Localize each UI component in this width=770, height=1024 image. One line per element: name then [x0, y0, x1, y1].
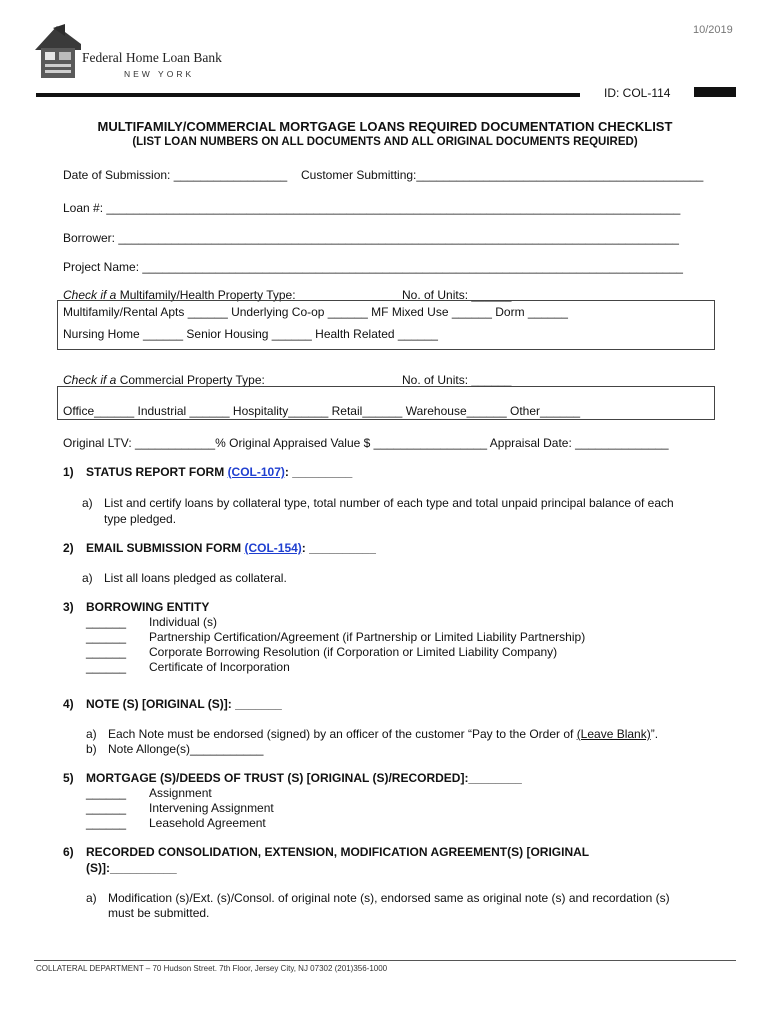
section-6a-label: a)	[86, 891, 97, 905]
section-4a-label: a)	[86, 727, 97, 741]
section-1a-line1: List and certify loans by collateral type, total number of each type and total unpaid principal balance of each	[104, 496, 674, 510]
section-4b-text[interactable]: Note Allonge(s)___________	[108, 742, 264, 756]
logo-name: Federal Home Loan Bank	[82, 50, 222, 65]
ltv-appraisal-line[interactable]: Original LTV: ____________% Original Appraised Value $ _________________ Appraisal Date: ______________	[63, 436, 669, 450]
commercial-label: Commercial Property Type:	[116, 373, 265, 387]
section-4a-body: Each Note must be endorsed (signed) by an officer of the customer “Pay to the Order of	[108, 727, 577, 741]
borrower-field[interactable]: Borrower: ____________________________________________________________________________________	[63, 231, 679, 245]
section-6-title-line2[interactable]: (S)]:__________	[86, 861, 177, 875]
section-3-title: BORROWING ENTITY	[86, 600, 210, 614]
page-title: MULTIFAMILY/COMMERCIAL MORTGAGE LOANS REQUIRED DOCUMENTATION CHECKLIST	[97, 119, 673, 134]
multifamily-types-row1[interactable]: Multifamily/Rental Apts ______ Underlying Co-op ______ MF Mixed Use ______ Dorm ______	[63, 305, 568, 319]
section-2a-line1: List all loans pledged as collateral.	[104, 571, 287, 585]
section-3-blank[interactable]: ______	[86, 630, 127, 644]
section-3-blank[interactable]: ______	[86, 660, 127, 674]
section-3-number: 3)	[63, 600, 74, 614]
section-1-number: 1)	[63, 465, 74, 479]
section-6a-line1: Modification (s)/Ext. (s)/Consol. of original note (s), endorsed same as original note (s) and recordation (s)	[108, 891, 670, 905]
section-6a-line2: must be submitted.	[108, 906, 210, 920]
section-5-item: Leasehold Agreement	[149, 816, 266, 830]
col-154-link[interactable]: (COL-154)	[244, 541, 302, 555]
multifamily-check-prefix: Check if a	[63, 288, 117, 302]
section-4b-label: b)	[86, 742, 97, 756]
commercial-units-field[interactable]: No. of Units: ______	[402, 373, 512, 387]
leave-blank-text: (Leave Blank)	[576, 727, 651, 741]
section-3-blank[interactable]: ______	[86, 615, 127, 629]
footer-rule	[34, 960, 736, 961]
section-1-title: STATUS REPORT FORM	[86, 465, 228, 479]
section-5-blank[interactable]: ______	[86, 816, 127, 830]
col-107-link[interactable]: (COL-107)	[227, 465, 285, 479]
fhlb-logo-icon	[35, 24, 81, 80]
section-3-item: Individual (s)	[149, 615, 218, 629]
section-5-title[interactable]: MORTGAGE (S)/DEEDS OF TRUST (S) [ORIGINAL (S)/RECORDED]:________	[86, 771, 522, 785]
section-3-item: Partnership Certification/Agreement (if Partnership or Limited Liability Partnership)	[149, 630, 586, 644]
section-2-heading	[86, 541, 376, 555]
section-1a-label: a)	[82, 496, 93, 510]
section-4-title[interactable]: NOTE (S) [ORIGINAL (S)]: _______	[86, 697, 282, 711]
commercial-heading	[63, 373, 265, 387]
section-4a-text	[108, 727, 658, 741]
section-2-title: EMAIL SUBMISSION FORM	[86, 541, 245, 555]
section-1-heading	[86, 465, 352, 479]
logo-city: NEW YORK	[124, 69, 195, 79]
date-of-submission-field[interactable]: Date of Submission: _________________	[63, 168, 288, 182]
revision-date: 10/2019	[693, 24, 733, 36]
section-3-item: Certificate of Incorporation	[149, 660, 290, 674]
header-rule-right	[694, 87, 736, 97]
section-6-number: 6)	[63, 845, 74, 859]
multifamily-units-field[interactable]: No. of Units: ______	[402, 288, 512, 302]
header-rule	[36, 93, 580, 97]
section-4a-end: ”.	[650, 727, 659, 741]
section-1a-line2: type pledged.	[104, 512, 177, 526]
project-name-field[interactable]: Project Name: _________________________________________________________________________________	[63, 260, 683, 274]
section-5-blank[interactable]: ______	[86, 801, 127, 815]
form-id: ID: COL-114	[604, 86, 671, 100]
footer-address: COLLATERAL DEPARTMENT – 70 Hudson Street. 7th Floor, Jersey City, NJ 07302 (201)356-1000	[36, 964, 388, 973]
section-3-item: Corporate Borrowing Resolution (if Corporation or Limited Liability Company)	[149, 645, 558, 659]
multifamily-label: Multifamily/Health Property Type:	[116, 288, 296, 302]
customer-submitting-field[interactable]: Customer Submitting:___________________________________________	[301, 168, 704, 182]
section-4-number: 4)	[63, 697, 74, 711]
section-2a-label: a)	[82, 571, 93, 585]
multifamily-types-row2[interactable]: Nursing Home ______ Senior Housing ______ Health Related ______	[63, 327, 438, 341]
section-5-number: 5)	[63, 771, 74, 785]
section-5-blank[interactable]: ______	[86, 786, 127, 800]
section-1-blank[interactable]: : _________	[284, 465, 353, 479]
page-subtitle: (LIST LOAN NUMBERS ON ALL DOCUMENTS AND ALL ORIGINAL DOCUMENTS REQUIRED)	[132, 136, 638, 148]
commercial-types-row[interactable]: Office______ Industrial ______ Hospitality______ Retail______ Warehouse______ Other______	[63, 404, 581, 418]
loan-number-field[interactable]: Loan #: ______________________________________________________________________________________	[63, 201, 681, 215]
section-5-item: Assignment	[149, 786, 212, 800]
section-6-title-line1: RECORDED CONSOLIDATION, EXTENSION, MODIFICATION AGREEMENT(S) [ORIGINAL	[86, 845, 590, 859]
section-2-number: 2)	[63, 541, 74, 555]
section-3-blank[interactable]: ______	[86, 645, 127, 659]
section-2-blank[interactable]: : __________	[301, 541, 376, 555]
commercial-check-prefix: Check if a	[63, 373, 117, 387]
section-5-item: Intervening Assignment	[149, 801, 274, 815]
